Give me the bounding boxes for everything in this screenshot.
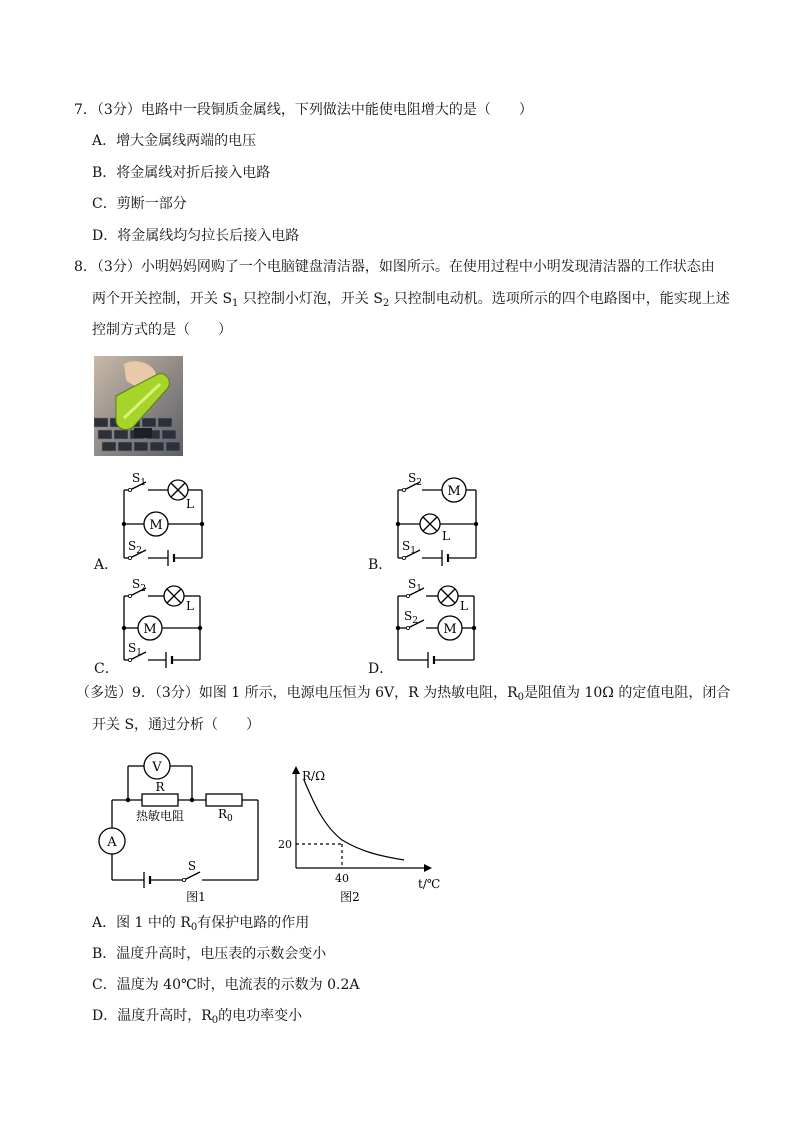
thermistor-name: 热敏电阻 — [135, 809, 185, 823]
r0-label: $R_0$ — [218, 807, 233, 824]
thermistor-label: R — [155, 780, 165, 794]
motor-label: M — [143, 622, 157, 637]
rt-curve — [304, 780, 404, 860]
q9-option-c: C．温度为 40℃时，电流表的示数为 0.2A — [92, 977, 360, 993]
switch-top-label: $S_1$ — [408, 577, 422, 594]
figure-2-caption: 图2 — [340, 890, 360, 904]
switch-top-label: $S_2$ — [408, 471, 422, 488]
motor-label: M — [149, 518, 163, 533]
motor-label: M — [443, 622, 457, 637]
voltmeter-label: V — [152, 760, 162, 775]
thermistor-symbol — [142, 794, 178, 806]
switch-bottom-label: $S_1$ — [402, 539, 416, 556]
x-tick-label: 40 — [335, 872, 349, 885]
ammeter-label: A — [107, 835, 117, 850]
q7-stem: 7．（3分）电路中一段铜质金属线，下列做法中能使电阻增大的是（ ） — [74, 102, 533, 118]
circuit-d — [394, 574, 484, 666]
switch-bottom-label: $S_1$ — [128, 641, 142, 658]
lamp-label: L — [186, 599, 194, 613]
y-tick-label: 20 — [278, 838, 292, 851]
lamp-label: L — [186, 497, 194, 511]
keyboard-cleaner-photo — [94, 356, 183, 456]
q9-figure-2 — [276, 764, 446, 904]
circuit-c-label: C． — [94, 661, 119, 677]
circuit-a — [120, 470, 210, 562]
circuit-b — [394, 470, 484, 562]
switch-bottom-label: $S_2$ — [128, 539, 142, 556]
circuit-a-label: A． — [94, 557, 119, 573]
q7-option-c: C．剪断一部分 — [92, 196, 187, 212]
q8-stem-line2: 两个开关控制，开关 $S_1$ 只控制小灯泡，开关 $S_2$ 只控制电动机。选项所示的四个电路图中，能实现上述 — [92, 291, 730, 309]
q7-option-a: A．增大金属线两端的电压 — [92, 133, 257, 149]
y-axis-label: R/Ω — [302, 769, 326, 783]
q7-option-d: D．将金属线均匀拉长后接入电路 — [92, 228, 300, 244]
q9-option-a: A．图 1 中的 $R_0$有保护电路的作用 — [92, 915, 310, 933]
q9-stem-line1: （多选）9．（3分）如图 1 所示，电源电压恒为 6V，R 为热敏电阻，$R_0$是阻值为 10Ω 的定值电阻，闭合 — [76, 685, 731, 703]
motor-label: M — [447, 484, 461, 499]
circuit-d-label: D． — [368, 661, 394, 677]
q8-stem-line3: 控制方式的是（ ） — [92, 322, 232, 338]
x-axis-label: t/℃ — [418, 877, 441, 891]
circuit-b-label: B． — [368, 557, 393, 573]
q8-stem-line1: 8．（3分）小明妈妈网购了一个电脑键盘清洁器，如图所示。在使用过程中小明发现清洁器的工作状态由 — [74, 259, 715, 275]
switch-top-label: $S_1$ — [132, 471, 146, 488]
switch-bottom-label: $S_2$ — [404, 609, 418, 626]
circuit-c — [120, 574, 210, 666]
q9-option-d: D．温度升高时，$R_0$的电功率变小 — [92, 1008, 303, 1026]
r0-symbol — [206, 794, 242, 806]
q9-option-b: B．温度升高时，电压表的示数会变小 — [92, 946, 327, 962]
q7-option-b: B．将金属线对折后接入电路 — [92, 165, 271, 181]
q9-stem-line2: 开关 S，通过分析（ ） — [92, 717, 261, 733]
lamp-label: L — [460, 599, 468, 613]
switch-label: S — [187, 859, 197, 873]
lamp-label: L — [442, 529, 450, 543]
q9-figure-1 — [96, 744, 266, 904]
switch-top-label: $S_2$ — [132, 577, 146, 594]
figure-1-caption: 图1 — [186, 890, 206, 904]
